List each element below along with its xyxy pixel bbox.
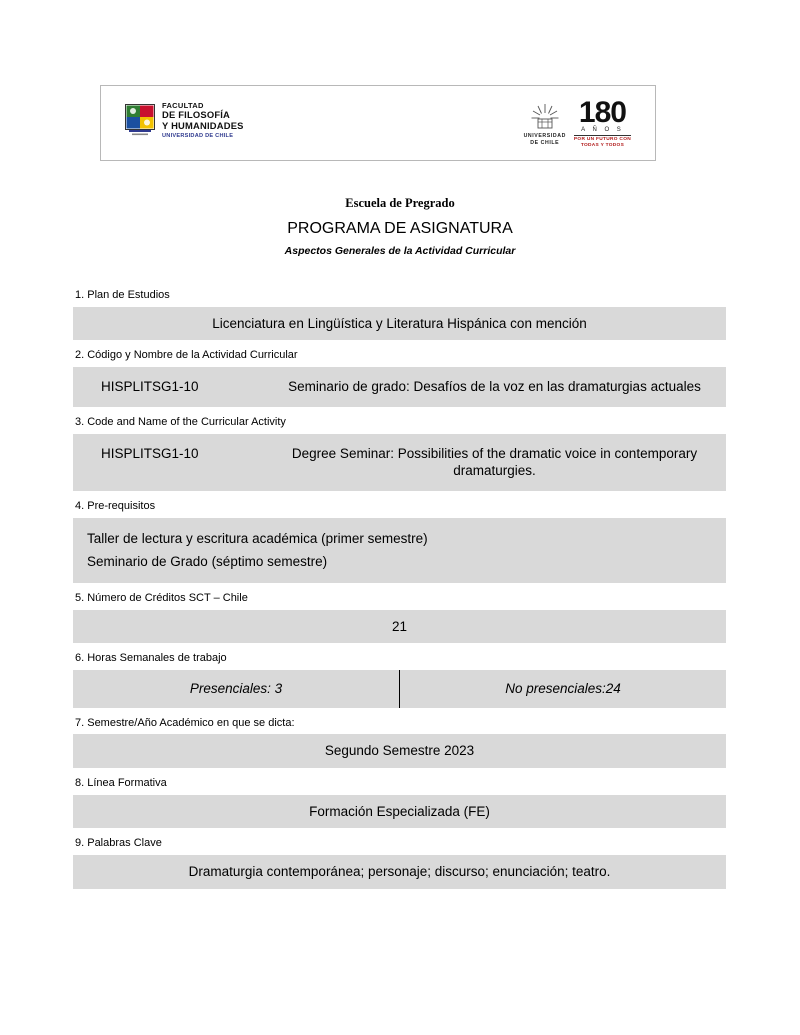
- document-subtitle: Aspectos Generales de la Actividad Curricular: [284, 245, 516, 257]
- anniversary-badge: [574, 98, 631, 149]
- field-value-pre-requisitos: [73, 518, 726, 583]
- field-value-semestre-ano: Segundo Semestre 2023: [73, 734, 726, 768]
- header-logo-band: [100, 85, 656, 161]
- field-value-palabras-clave: Dramaturgia contemporánea; personaje; discurso; enunciación; teatro.: [73, 855, 726, 889]
- course-name-es: Seminario de grado: Desafíos de la voz en las dramaturgias actuales: [288, 379, 701, 395]
- anniversary-tagline-2: TODAS Y TODOS: [580, 143, 625, 149]
- faculty-line-4: UNIVERSIDAD DE CHILE: [162, 132, 234, 139]
- horas-presenciales: Presenciales: 3: [73, 670, 400, 708]
- field-value-plan-de-estudios: Licenciatura en Lingüística y Literatura Hispánica con mención: [73, 307, 726, 341]
- prerequisite-item: Taller de lectura y escritura académica (primer semestre): [87, 530, 428, 546]
- field-value-codigo-nombre-es: [73, 367, 726, 407]
- page-title: PROGRAMA DE ASIGNATURA: [287, 220, 513, 237]
- field-value-horas-semanales: [73, 670, 726, 708]
- field-label-semestre-ano: 7. Semestre/Año Académico en que se dicta:: [75, 716, 295, 729]
- field-value-creditos-sct: 21: [73, 610, 726, 644]
- school-title: Escuela de Pregrado: [345, 196, 455, 210]
- anniversary-anos: A Ñ O S: [581, 127, 624, 134]
- faculty-line-2: DE FILOSOFÍA: [162, 109, 231, 121]
- field-label-palabras-clave: 9. Palabras Clave: [75, 837, 162, 850]
- field-label-codigo-nombre-en: 3. Code and Name of the Curricular Activity: [75, 415, 286, 428]
- field-label-creditos-sct: 5. Número de Créditos SCT – Chile: [75, 591, 248, 604]
- anniversary-divider: [574, 135, 631, 136]
- anniversary-number: 180: [578, 96, 626, 129]
- anniversary-logo: [524, 98, 631, 149]
- field-value-linea-formativa: Formación Especializada (FE): [73, 795, 726, 829]
- field-label-pre-requisitos: 4. Pre-requisitos: [75, 499, 156, 512]
- sun-rays-icon: [528, 102, 562, 132]
- university-crest-icon: [125, 104, 155, 138]
- prerequisite-item: Seminario de Grado (séptimo semestre): [87, 554, 328, 570]
- faculty-logo: [125, 102, 244, 139]
- field-list: [73, 288, 726, 897]
- field-label-horas-semanales: 6. Horas Semanales de trabajo: [75, 652, 227, 665]
- faculty-line-3: Y HUMANIDADES: [162, 119, 244, 131]
- course-code-es: HISPLITSG1-10: [101, 379, 199, 395]
- field-label-linea-formativa: 8. Línea Formativa: [75, 776, 167, 789]
- field-label-plan-de-estudios: 1. Plan de Estudios: [75, 289, 170, 301]
- horas-no-presenciales: No presenciales:24: [505, 681, 621, 697]
- anniversary-tagline-1: POR UN FUTURO CON: [573, 137, 631, 143]
- university-mark: [524, 98, 566, 146]
- faculty-line-1: FACULTAD: [162, 101, 204, 110]
- university-name-line-2: DE CHILE: [530, 139, 560, 146]
- course-code-en: HISPLITSG1-10: [101, 445, 199, 461]
- course-name-en: Degree Seminar: Possibilities of the dramatic voice in contemporary dramaturgies.: [291, 445, 698, 479]
- field-value-codigo-nombre-en: [73, 434, 726, 491]
- field-label-codigo-nombre-es: 2. Código y Nombre de la Actividad Curricular: [75, 349, 298, 362]
- university-name-line-1: UNIVERSIDAD: [523, 133, 566, 139]
